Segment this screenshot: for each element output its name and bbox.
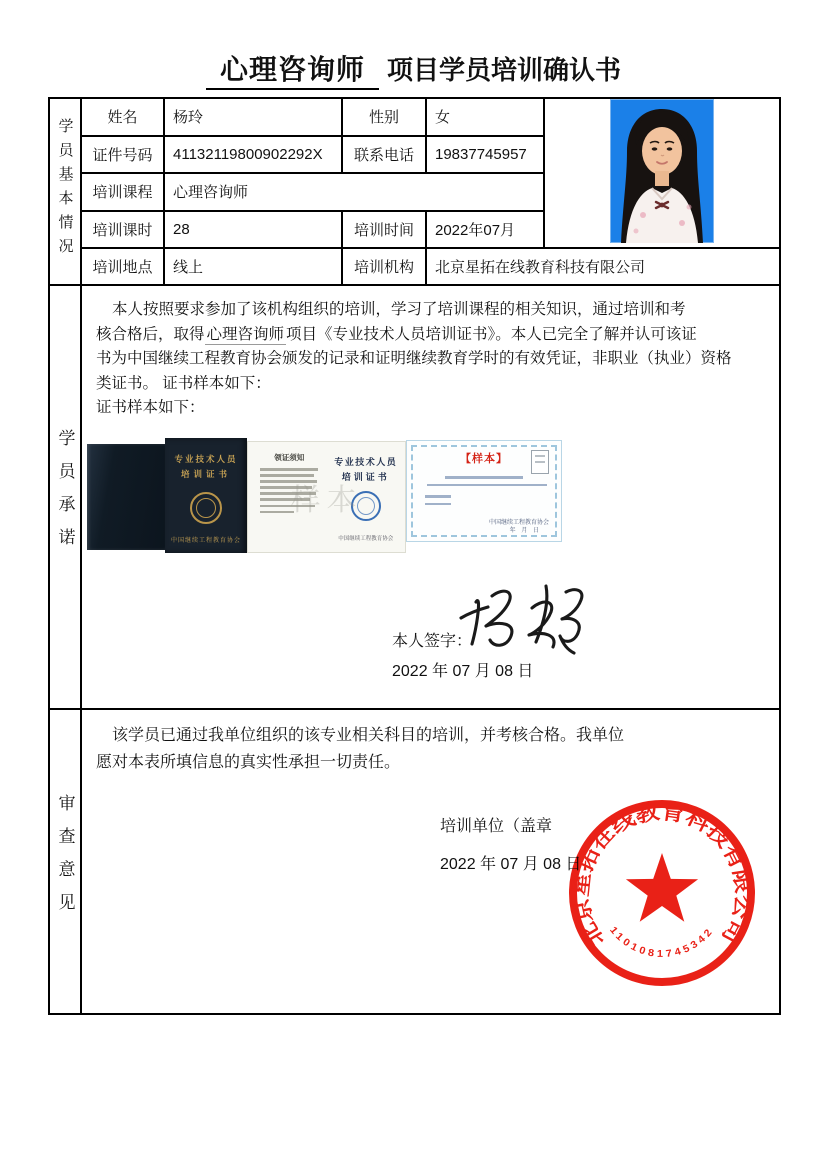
commitment-cell <box>81 285 780 709</box>
time-value: 2022年07月 <box>426 211 544 249</box>
cover-gold-emblem <box>190 492 222 524</box>
review-cell <box>81 709 780 1014</box>
review-paragraph <box>96 722 624 776</box>
paragraph-line: 证书样本如下： <box>96 399 205 417</box>
title-suffix: 项目学员培训确认书 <box>387 55 622 85</box>
hours-value: 28 <box>164 211 342 249</box>
name-label: 姓名 <box>81 98 164 136</box>
booklet-blue-seal <box>351 491 381 521</box>
svg-text:1101081745342 <box>607 925 716 960</box>
id-number-label: 证件号码 <box>81 136 164 174</box>
phone-label: 联系电话 <box>342 136 426 174</box>
course-value: 心理咨询师 <box>164 173 544 211</box>
id-photo <box>610 99 714 243</box>
signature-date: 2022 年 07 月 08 日 <box>392 663 534 680</box>
section-label-basic-text: 学员基本情况 <box>56 117 74 262</box>
clipped-text-artifact <box>85 425 210 431</box>
commitment-paragraph <box>96 298 732 421</box>
booklet-left-page <box>248 442 327 552</box>
cover-title-line1: 专业技术人员 <box>174 454 238 464</box>
line2-post: 项目《专业技术人员培训证书》。本人已完全了解并认可该证 <box>286 325 697 343</box>
hours-label: 培训课时 <box>81 211 164 249</box>
org-value: 北京星拓在线教育科技有限公司 <box>426 248 780 285</box>
review-date: 2022 年 07 月 08 日 <box>440 856 582 873</box>
certificate-front-cover <box>165 438 247 553</box>
booklet-right-page <box>327 442 406 552</box>
certificate-sample-page <box>406 440 562 542</box>
commitment-row <box>49 285 780 709</box>
cover-org-name: 中国继续工程教育协会 <box>170 538 241 544</box>
table-row <box>49 248 780 285</box>
signature-label: 本人签字： <box>392 633 473 650</box>
location-value: 线上 <box>164 248 342 285</box>
company-seal <box>552 783 772 1003</box>
location-label: 培训地点 <box>81 248 164 285</box>
commitment-content <box>82 286 779 708</box>
review-row <box>49 709 780 1014</box>
line2-underlined-course: 心理咨询师 <box>206 325 285 343</box>
paragraph-line: 类证书。 证书样本如下： <box>96 374 271 392</box>
seal-company-name: 北京星拓在线教育科技有限公司 <box>569 800 755 951</box>
section-label-basic <box>49 98 81 285</box>
paragraph-line: 本人按照要求参加了该机构组织的培训，学习了培训课程的相关知识，通过培训和考 <box>112 301 686 318</box>
certificate-inner-pages <box>247 441 406 553</box>
section-label-commitment <box>49 285 81 709</box>
gender-value: 女 <box>426 98 544 136</box>
sample-photo-box <box>531 450 549 474</box>
certificate-back-cover <box>87 444 165 550</box>
id-number-value: 41132119800902292X <box>164 136 342 174</box>
handwritten-signature <box>454 578 599 663</box>
sample-date-line: 年 月 日 <box>509 528 541 534</box>
sample-text-line <box>445 476 523 479</box>
booklet-org-line: 中国继续工程教育协会 <box>338 536 394 542</box>
id-photo-cell <box>544 98 780 248</box>
certificate-samples <box>84 436 776 556</box>
sample-text-line <box>425 495 451 498</box>
booklet-title-line1: 专业技术人员 <box>334 457 398 467</box>
section-label-review <box>49 709 81 1014</box>
sample-text-line <box>425 503 451 506</box>
paragraph-line: 愿对本表所填信息的真实性承担一切责任。 <box>96 754 401 771</box>
sample-text-line <box>427 484 547 487</box>
training-unit-stamp-label: 培训单位（盖章 <box>440 818 553 835</box>
org-label: 培训机构 <box>342 248 426 285</box>
seal-star <box>626 853 698 922</box>
section-label-commitment-text: 学员承诺 <box>55 429 75 561</box>
sample-org-name: 中国继续工程教育协会 <box>488 520 549 526</box>
name-value: 杨玲 <box>164 98 342 136</box>
document-title <box>0 48 827 88</box>
notice-heading: 领证须知 <box>274 453 305 462</box>
course-label: 培训课程 <box>81 173 164 211</box>
time-label: 培训时间 <box>342 211 426 249</box>
paragraph-line: 该学员已通过我单位组织的该专业相关科目的培训，并考核合格。我单位 <box>112 727 625 744</box>
cover-title-line2: 培训证书 <box>180 469 231 479</box>
review-content <box>82 710 779 1013</box>
section-label-review-text: 审查意见 <box>55 793 75 926</box>
phone-value: 19837745957 <box>426 136 544 174</box>
confirmation-table <box>48 97 781 1015</box>
sample-watermark: 样本 <box>290 484 363 517</box>
booklet-title-line2: 培训证书 <box>341 472 390 482</box>
sample-badge: 【样本】 <box>460 453 508 465</box>
gender-label: 性别 <box>342 98 426 136</box>
table-row <box>49 98 780 136</box>
paragraph-line <box>96 323 732 348</box>
line2-pre: 核合格后，取得 <box>96 325 205 343</box>
seal-serial-number: 1101081745342 <box>607 924 717 960</box>
program-name: 心理咨询师 <box>206 54 379 90</box>
paragraph-line: 书为中国继续工程教育协会颁发的记录和证明继续教育学时的有效凭证，非职业（执业）资格 <box>96 350 732 368</box>
